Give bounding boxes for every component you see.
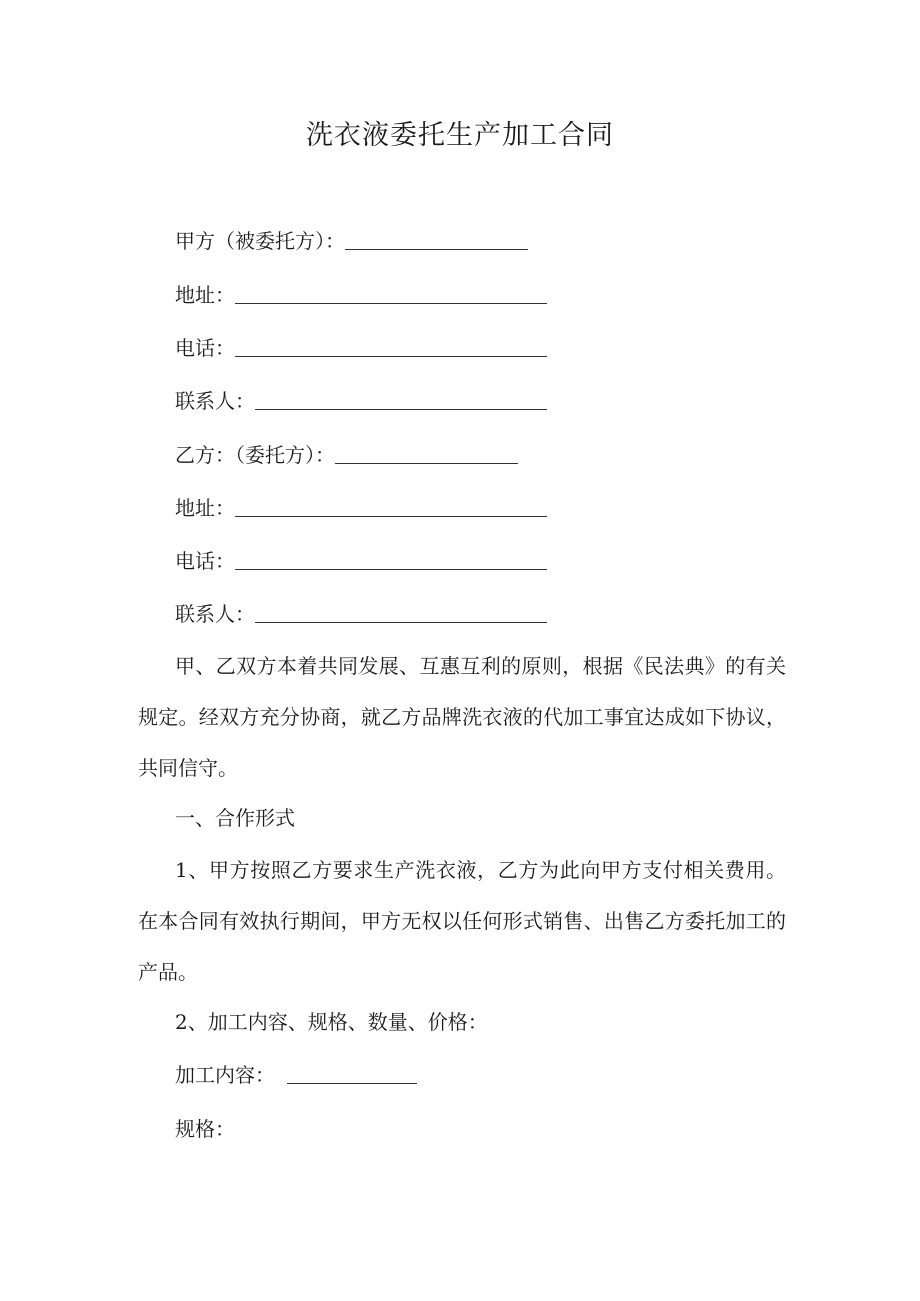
party-b-contact-field (175, 599, 547, 629)
processing-content-blank-line (287, 1063, 417, 1084)
party-a-phone-field (175, 333, 547, 363)
party-b-address-blank-line (235, 496, 547, 517)
spec-label: 规格： (175, 1117, 235, 1141)
party-b-phone-blank-line (235, 549, 547, 570)
party-b-phone-field (175, 546, 547, 576)
party-a-address-blank-line (235, 283, 547, 304)
party-a-address-field (175, 280, 547, 310)
processing-content-field (175, 1060, 417, 1090)
party-a-field (175, 226, 528, 256)
party-a-phone-label: 电话： (175, 336, 235, 360)
party-b-field (175, 440, 518, 470)
document-title: 洗衣液委托生产加工合同 (306, 120, 614, 151)
intro-paragraph: 甲、乙双方本着共同发展、互惠互利的原则，根据《民法典》的有关规定。经双方充分协商，就乙方品牌洗衣液的代加工事宜达成如下协议，共同信守。 (138, 654, 786, 780)
clause-1-paragraph: 1、甲方按照乙方要求生产洗衣液，乙方为此向甲方支付相关费用。在本合同有效执行期间，甲方无权以任何形式销售、出售乙方委托加工的产品。 (138, 858, 786, 984)
party-a-contact-blank-line (255, 389, 547, 410)
party-b-label: 乙方：（委托方）： (175, 443, 335, 467)
party-b-phone-label: 电话： (175, 549, 235, 573)
clause-2-heading: 2、加工内容、规格、数量、价格： (175, 1010, 488, 1034)
party-b-address-label: 地址： (175, 496, 235, 520)
party-b-contact-label: 联系人： (175, 602, 255, 626)
party-a-address-label: 地址： (175, 283, 235, 307)
party-a-label: 甲方（被委托方）： (175, 229, 345, 253)
processing-content-label: 加工内容： (175, 1063, 275, 1087)
party-b-contact-blank-line (255, 602, 547, 623)
section-1-heading: 一、合作形式 (175, 806, 295, 830)
party-b-address-field (175, 493, 547, 523)
party-a-contact-label: 联系人： (175, 389, 255, 413)
party-b-blank-line (335, 443, 518, 464)
party-a-contact-field (175, 386, 547, 416)
party-a-blank-line (345, 229, 528, 250)
party-a-phone-blank-line (235, 336, 547, 357)
